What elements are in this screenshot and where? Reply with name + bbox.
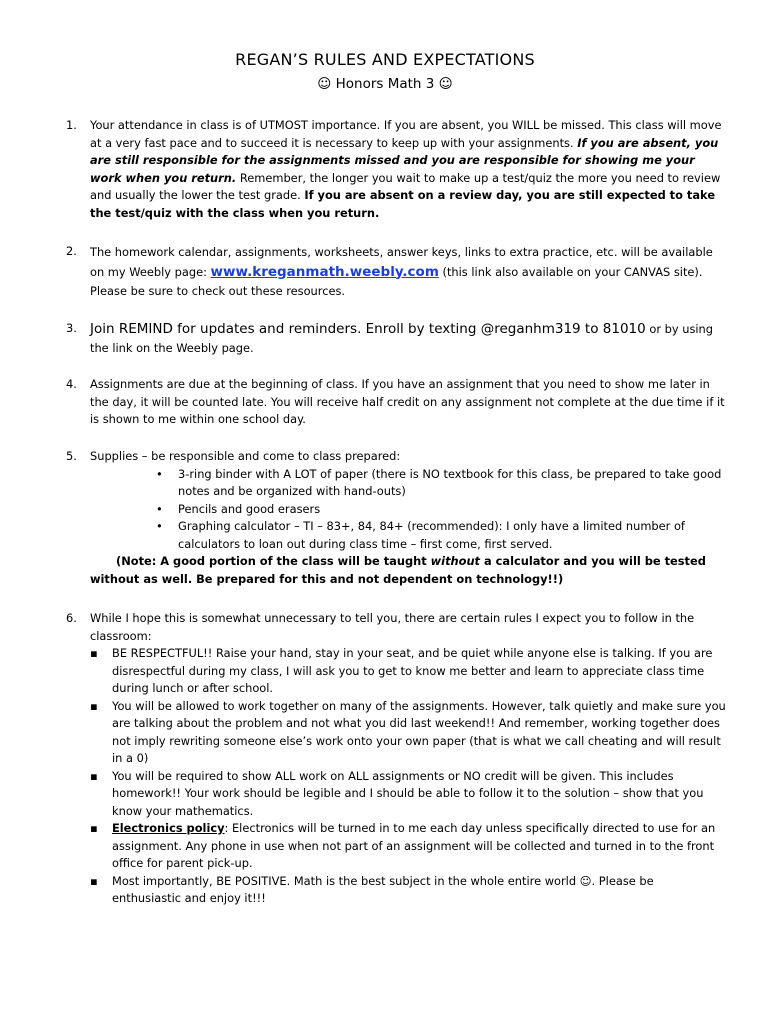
text-span: or by using the link on the Weebly page. [90, 322, 713, 355]
bold-text: If you are absent on a review day, you are still expected to take the test/quiz with the class when you return. [90, 188, 716, 220]
list-item-text: You will be allowed to work together on many of the assignments. However, talk quietly and make sure you are talking about the problem and not what you did last weekend!! And remember, working together does not imply rewriting someone else’s work onto your own paper (that is what we call cheating and will result in a 0) [112, 698, 726, 765]
list-item-text: BE RESPECTFUL!! Raise your hand, stay in your seat, and be quiet while anyone else is talking. If you are disrespectful during my class, I will ask you to get to know me better and learn to appreciate class time during lunch or after school. [112, 646, 713, 695]
item-text: Supplies – be responsible and come to class prepared: [90, 449, 401, 463]
list-item [156, 501, 726, 519]
square-bullet-icon: ▪ [90, 768, 98, 783]
bullet-icon: • [156, 501, 163, 516]
list-item-text: : Electronics will be turned in to me each day unless specifically directed to use for an assignment. Any phone in use when not part of an assignment will be collected and turned in to the front office for parent pick-up. [112, 821, 716, 870]
item-text: Assignments are due at the beginning of class. If you have an assignment that you need to show me later in the day, it will be counted late. You will receive half credit on any assignment not complete at the due time if it is shown to me within one school day. [90, 377, 725, 426]
rule-item-attendance [66, 117, 726, 222]
item-text [90, 243, 726, 302]
rule-item-classroom-rules [66, 610, 726, 908]
list-item-text: You will be required to show ALL work on ALL assignments or NO credit will be given. This includes homework!! Your work should be legible and I should be able to follow it to the solution – show that you know your mathematics. [112, 768, 704, 818]
item-text: While I hope this is somewhat unnecessary to tell you, there are certain rules I expect you to follow in the classroom: [90, 611, 695, 643]
item-number: 4. [66, 377, 77, 391]
item-text [90, 117, 726, 222]
bold-italic-text: If you are absent, you are still responsible for the assignments missed and you are responsible for showing me your work when you return. [90, 135, 719, 185]
rules-list [90, 645, 726, 908]
list-item-text: Pencils and good erasers [178, 501, 321, 516]
list-item [90, 873, 726, 908]
item-number: 1. [66, 118, 77, 132]
square-bullet-icon: ▪ [90, 821, 98, 835]
item-number: 3. [66, 321, 77, 335]
list-item [156, 466, 726, 501]
square-bullet-icon: ▪ [90, 873, 98, 888]
list-item-text: Graphing calculator – TI – 83+, 84, 84+ (recommended): I only have a limited number of calculators to loan out during class time – first come, first served. [178, 519, 685, 551]
text-span: Join REMIND for updates and reminders. Enroll by texting @reganhm319 to 81010 [90, 321, 646, 337]
text-span: (Note: A good portion of the class will be taught [116, 554, 431, 568]
item-number: 6. [66, 611, 77, 625]
bullet-icon: • [156, 519, 163, 533]
list-item [90, 645, 726, 698]
rule-item-weebly [66, 243, 726, 302]
supplies-list [132, 466, 726, 554]
rule-item-supplies [66, 448, 726, 588]
weebly-link[interactable]: www.kreganmath.weebly.com [210, 263, 439, 280]
square-bullet-icon: ▪ [90, 698, 98, 713]
list-item [90, 820, 726, 873]
list-item-text: 3-ring binder with A LOT of paper (there is NO textbook for this class, be prepared to take good notes and be organized with hand-outs) [178, 466, 722, 498]
bullet-icon: • [156, 466, 163, 481]
rule-item-remind [66, 320, 726, 358]
electronics-policy-label: Electronics policy [112, 821, 225, 835]
item-number: 5. [66, 449, 77, 463]
item-number: 2. [66, 244, 77, 258]
bold-italic-text: without [430, 554, 481, 568]
calculator-note [90, 553, 726, 588]
page-subtitle: ☺ Honors Math 3 ☺ [317, 76, 453, 92]
text-span: Your attendance in class is of UTMOST importance. If you are absent, you WILL be missed. This class will move at a very fast pace and to succeed it is necessary to keep up with your assignments. [90, 118, 722, 150]
text-span: Remember, the longer you wait to make up a test/quiz the more you need to review and usually the lower the test grade. [90, 170, 721, 202]
item-text [90, 320, 726, 358]
text-span: a calculator and you will be tested without as well. Be prepared for this and not dependent on technology!!) [90, 554, 706, 586]
square-bullet-icon: ▪ [90, 646, 98, 660]
list-item [90, 698, 726, 768]
list-item [90, 768, 726, 821]
text-span: The homework calendar, assignments, worksheets, answer keys, links to extra practice, etc. will be available on my Weebly page: [90, 245, 713, 279]
page-title: REGAN’S RULES AND EXPECTATIONS [235, 50, 535, 69]
rule-item-assignments [66, 376, 726, 429]
text-span: (this link also available on your CANVAS site). Please be sure to check out these resources. [90, 264, 703, 298]
list-item-text: Most importantly, BE POSITIVE. Math is the best subject in the whole entire world ☺. Please be enthusiastic and enjoy it!!! [112, 873, 654, 905]
list-item [156, 518, 726, 553]
